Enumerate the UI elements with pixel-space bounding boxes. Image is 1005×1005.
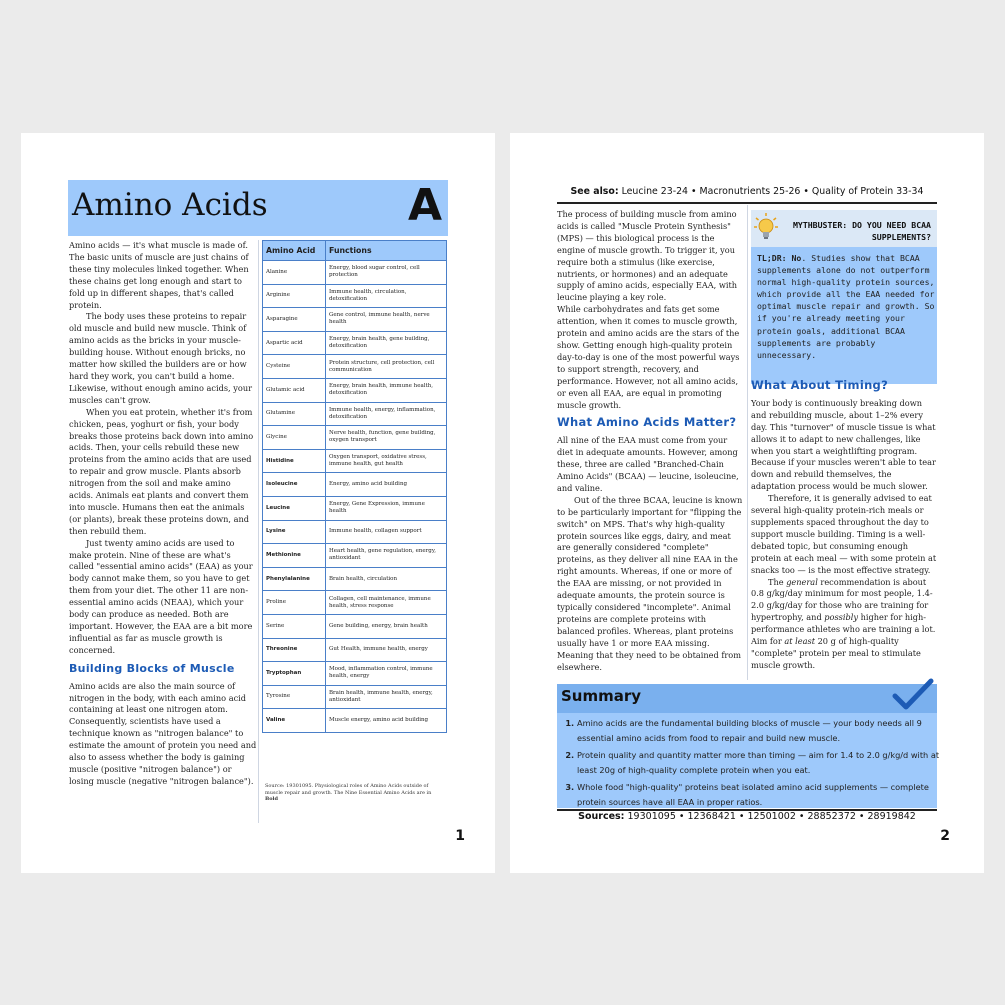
- summary-item: 3. Whole food "high-quality" proteins beat isolated amino acid supplements — complete protein sources have all EAA in proper ratios.: [577, 780, 949, 810]
- source-bold: Bold: [265, 796, 278, 802]
- amino-acid-function: Brain health, immune health, energy, antioxidant: [326, 685, 447, 709]
- intro-paragraph: Amino acids — it's what muscle is made of. The basic units of muscle are just chains of these tiny molecules linked together. When these chains get long enough and start to fold up in different shapes, that's called protein.: [69, 240, 249, 310]
- amino-acid-name: Asparagine: [263, 308, 326, 332]
- table-row: [263, 685, 447, 709]
- amino-acid-function: Energy, Gene Expression, immune health: [326, 496, 447, 520]
- table-row: [263, 331, 447, 355]
- table-row: [263, 496, 447, 520]
- text-run: general: [786, 576, 818, 587]
- amino-acid-name: Aspartic acid: [263, 331, 326, 355]
- intro-column: [69, 240, 257, 788]
- column-divider: [258, 240, 259, 823]
- amino-acid-function: Protein structure, cell protection, cell communication: [326, 355, 447, 379]
- table-row: [263, 426, 447, 450]
- intro-paragraph: When you eat protein, whether it's from chicken, peas, yoghurt or fish, your body breaks those proteins back down into amino acids. Then, your cells rebuild these new proteins from the amino acids that are used to repair and grow muscle. Plants absorb nitrogen from the soil and make amino acids. Animals eat plants and convert them into muscle. Humans then eat the animals (or plants), break these proteins down, and then rebuild them.: [69, 406, 254, 536]
- amino-acid-function: Brain health, circulation: [326, 567, 447, 591]
- amino-acid-function: Heart health, gene regulation, energy, antioxidant: [326, 544, 447, 568]
- section-heading: What About Timing?: [751, 378, 889, 392]
- amino-acid-function: Immune health, circulation, detoxification: [326, 284, 447, 308]
- page-number: 2: [940, 828, 950, 844]
- paragraph: All nine of the EAA must come from your diet in adequate amounts. However, among these, three are called "Branched-Chain Amino Acids" (BCAA) — leucine, isoleucine, and valine.: [557, 435, 739, 493]
- sources-line: [557, 811, 937, 822]
- top-rule: [557, 202, 937, 204]
- summary-header: [557, 684, 937, 713]
- mythbuster-text: . Studies show that BCAA supplements alone do not outperform normal high-quality protein sources, which provide all the EAA needed for optimal muscle repair and growth. So if you're already meeting your protein goals, additional BCAA supplements are probably unnecessary.: [757, 253, 935, 360]
- amino-acid-function: Energy, amino acid building: [326, 473, 447, 497]
- amino-acid-function: Mood, inflammation control, immune health, energy: [326, 662, 447, 686]
- see-also-label: See also:: [570, 186, 619, 197]
- text-run: 20 g of high-quality "complete" protein per meal to stimulate muscle growth.: [751, 636, 921, 670]
- amino-acid-function: Gut Health, immune health, energy: [326, 638, 447, 662]
- summary-list: [565, 716, 949, 813]
- table-row: [263, 449, 447, 473]
- source-text: Source: 19301095. Physiological roles of Amino Acids outside of muscle repair and growth. The Nine Essential Amino Acids are in: [265, 783, 432, 796]
- mythbuster-header: [751, 210, 937, 247]
- page-2: [510, 133, 984, 873]
- amino-acid-name: Histidine: [263, 449, 326, 473]
- paragraph: Out of the three BCAA, leucine is known to be particularly important for "flipping the switch" on MPS. That's why high-quality protein sources like eggs, dairy, and meat are generally considered "complete" proteins, as they deliver all nine EAA in the right amounts. Whereas, if one or more of the EAA are missing, or not provided in adequate amounts, the protein source is typically considered "incomplete". Animal proteins are complete proteins with balanced profiles. Whereas, plant proteins usually have 1 or more EAA missing. Meaning that they need to be obtained from elsewhere.: [557, 494, 743, 672]
- summary-title: Summary: [561, 687, 642, 705]
- section-paragraph: Amino acids are also the main source of nitrogen in the body, with each amino acid containing at least one nitrogen atom. Consequently, scientists have used a technique known as "nitrogen balance" to estimate the amount of protein you need and also to assess whether the body is gaining muscle (positive "nitrogen balance") or losing muscle (negative "nitrogen balance").: [69, 680, 257, 786]
- see-also-text: Leucine 23-24 • Macronutrients 25-26 • Quality of Protein 33-34: [621, 186, 924, 197]
- amino-acid-function: Muscle energy, amino acid building: [326, 709, 447, 733]
- amino-acid-name: Phenylalanine: [263, 567, 326, 591]
- amino-acid-table: [262, 240, 447, 733]
- table-row: [263, 308, 447, 332]
- section-heading: Building Blocks of Muscle: [69, 661, 235, 675]
- amino-acid-name: Tyrosine: [263, 685, 326, 709]
- amino-acid-function: Oxygen transport, oxidative stress, immune health, gut health: [326, 449, 447, 473]
- amino-acid-function: Energy, blood sugar control, cell protection: [326, 261, 447, 285]
- table-row: [263, 567, 447, 591]
- section-letter: A: [407, 180, 442, 231]
- sources-label: Sources:: [578, 811, 625, 822]
- text-run: at least: [784, 636, 815, 647]
- table-header: Functions: [326, 241, 447, 261]
- checkmark-icon: [891, 676, 935, 712]
- amino-acid-function: Energy, brain health, gene building, detoxification: [326, 331, 447, 355]
- amino-acid-name: Lysine: [263, 520, 326, 544]
- see-also-line: [557, 186, 937, 197]
- table-row: [263, 284, 447, 308]
- table-row: [263, 591, 447, 615]
- amino-acid-function: Immune health, energy, inflammation, detoxification: [326, 402, 447, 426]
- table-body: [263, 261, 447, 733]
- mythbuster-body: [757, 252, 935, 361]
- amino-acid-function: Immune health, collagen support: [326, 520, 447, 544]
- paragraph: Your body is continuously breaking down and rebuilding muscle, about 1–2% every day. This "turnover" of muscle tissue is what allows it to adapt to new challenges, like when you start a weightlifting program. Because if your muscles weren't able to tear down and rebuild themselves, the adaptation process would be much slower.: [751, 397, 936, 492]
- text-run: possibly: [824, 612, 858, 623]
- paragraph: While carbohydrates and fats get some attention, when it comes to muscle growth, protein and amino acids are the stars of the show. Getting enough high-quality protein day-to-day is one of the most powerful ways to support strength, recovery, and performance. However, not all amino acids, or even all EAA, are equal in promoting muscle growth.: [557, 304, 740, 410]
- amino-acid-name: Threonine: [263, 638, 326, 662]
- intro-paragraph: Just twenty amino acids are used to make protein. Nine of these are what's called "essential amino acids" (EAA) as your body cannot make them, so you have to get them from your diet. The other 11 are non-essential amino acids (NEAA), which your body can produce as needed. Both are important. However, the EAA are a bit more influential as far as muscle growth is concerned.: [69, 537, 253, 655]
- amino-acid-name: Leucine: [263, 496, 326, 520]
- table-row: [263, 473, 447, 497]
- text-run: The: [768, 576, 787, 587]
- table-row: [263, 378, 447, 402]
- lightbulb-icon: [753, 212, 779, 242]
- table-row: [263, 261, 447, 285]
- sources-text: 19301095 • 12368421 • 12501002 • 28852372 • 28919842: [627, 811, 916, 822]
- table-source-note: [265, 783, 445, 803]
- table-row: [263, 402, 447, 426]
- amino-acid-function: Collagen, cell maintenance, immune health, stress response: [326, 591, 447, 615]
- column-divider: [747, 205, 748, 680]
- mythbuster-box: [751, 210, 937, 384]
- table-row: [263, 520, 447, 544]
- summary-box: [557, 684, 940, 808]
- page-1: [21, 133, 495, 873]
- mythbuster-title: MYTHBUSTER: DO YOU NEED BCAA SUPPLEMENTS?: [792, 220, 931, 242]
- text-run: recommendation is about 0.8 g/kg/day minimum for most people, 1.4-2.0 g/kg/day for those who are training for hypertrophy, and: [751, 576, 933, 623]
- text-run: higher for high-performance athletes who are training a lot. Aim for: [751, 612, 936, 647]
- section-heading: What Amino Acids Matter?: [557, 415, 737, 430]
- table-row: [263, 355, 447, 379]
- amino-acid-name: Glycine: [263, 426, 326, 450]
- table-row: [263, 544, 447, 568]
- table-row: [263, 614, 447, 638]
- amino-acid-function: Gene building, energy, brain health: [326, 614, 447, 638]
- page-number: 1: [455, 828, 465, 844]
- mythbuster-lead: TL;DR: No: [757, 253, 802, 263]
- amino-acid-name: Proline: [263, 591, 326, 615]
- paragraph: Therefore, it is generally advised to eat several high-quality protein-rich meals or supplements spaced throughout the day to support muscle building. Timing is a well-debated topic, but consuming enough protein at each meal — with some protein at snacks too — is the most effective strategy.: [751, 493, 937, 575]
- intro-paragraph: The body uses these proteins to repair old muscle and build new muscle. Think of amino acids as the bricks in your muscle-building house. Without enough bricks, no matter how skilled the builders are or how hard they work, you can't build a home. Likewise, without enough amino acids, your muscles can't grow.: [69, 311, 253, 405]
- table-row: [263, 662, 447, 686]
- amino-acid-name: Methionine: [263, 544, 326, 568]
- table-row: [263, 709, 447, 733]
- title-bar: [68, 180, 448, 236]
- amino-acid-function: Energy, brain health, immune health, detoxification: [326, 378, 447, 402]
- page-title: Amino Acids: [72, 187, 268, 223]
- amino-acid-name: Glutamic acid: [263, 378, 326, 402]
- amino-acid-name: Serine: [263, 614, 326, 638]
- amino-acid-name: Cysteine: [263, 355, 326, 379]
- amino-acid-name: Tryptophan: [263, 662, 326, 686]
- amino-acid-name: Arginine: [263, 284, 326, 308]
- right-column: [751, 374, 937, 672]
- paragraph: [751, 577, 937, 672]
- amino-acid-name: Glutamine: [263, 402, 326, 426]
- amino-acid-function: Nerve health, function, gene building, oxygen transport: [326, 426, 447, 450]
- left-column: [557, 209, 743, 673]
- summary-item: 2. Protein quality and quantity matter more than timing — aim for 1.4 to 2.0 g/kg/d with at least 20g of high-quality complete protein when you eat.: [577, 748, 949, 778]
- amino-acid-name: Valine: [263, 709, 326, 733]
- paragraph: The process of building muscle from amino acids is called "Muscle Protein Synthesis" (MPS) — this biological process is the engine of muscle growth. To trigger it, you require both a stimulus (like exercise, nutrients, or hormones) and an adequate supply of amino acids, especially EAA, with leucine playing a key role.: [557, 209, 738, 303]
- amino-acid-name: Isoleucine: [263, 473, 326, 497]
- table-row: [263, 638, 447, 662]
- amino-acid-function: Gene control, immune health, nerve health: [326, 308, 447, 332]
- amino-acid-name: Alanine: [263, 261, 326, 285]
- summary-item: 1. Amino acids are the fundamental building blocks of muscle — your body needs all 9 essential amino acids from food to repair and build new muscle.: [577, 716, 949, 746]
- table-header: Amino Acid: [263, 241, 326, 261]
